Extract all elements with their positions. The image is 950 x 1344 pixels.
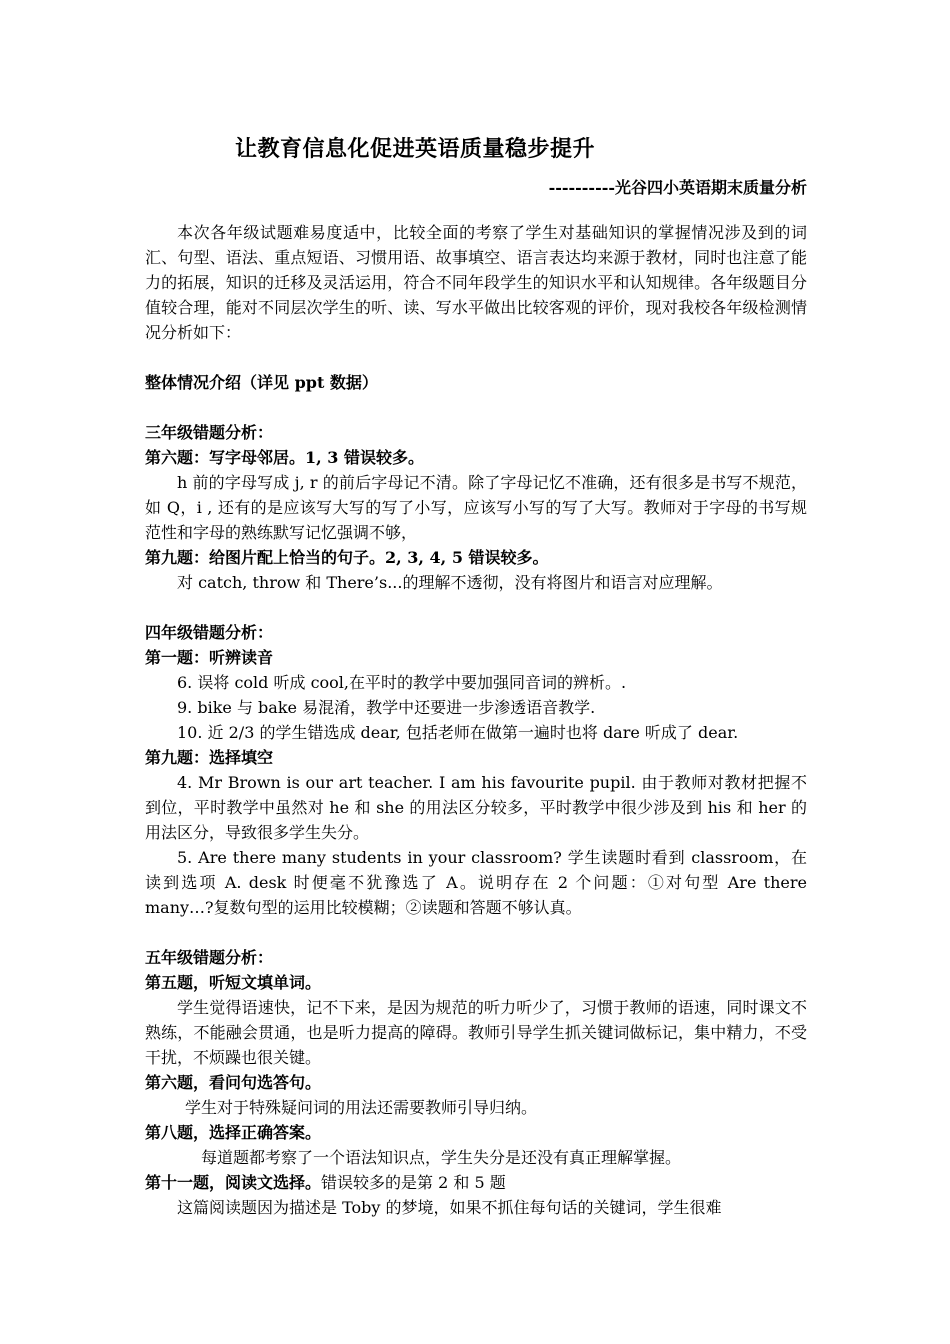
grade5-q5-title: 第五题，听短文填单词。: [145, 973, 322, 992]
grade5-q6-title: 第六题，看问句选答句。: [145, 1073, 322, 1092]
grade5-q11-line: [145, 1170, 807, 1195]
grade3-q6-text: h 前的字母写成 j, r 的前后字母记不清。除了字母记忆不准确，还有很多是书写不规范，如 Q，i , 还有的是应该写大写的写了小写，应该写小写的写了大写。教师对于字母的书写规范性和字母的熟练默写记忆强调不够，: [145, 473, 807, 542]
grade5-q6-text: 学生对于特殊疑问词的用法还需要教师引导归纳。: [185, 1098, 538, 1117]
grade5-q11-text: 这篇阅读题因为描述是 Toby 的梦境，如果不抓住每句话的关键词，学生很难: [177, 1198, 722, 1217]
document-subtitle: ----------光谷四小英语期末质量分析: [548, 178, 807, 197]
grade4-q1-item6: 6. 误将 cold 听成 cool,在平时的教学中要加强同音词的辨析。.: [177, 673, 627, 692]
grade5-q11-note: 错误较多的是第 2 和 5 题: [321, 1173, 506, 1192]
grade5-q11-title: 第十一题，阅读文选择。: [145, 1173, 322, 1192]
grade4-q1-item9: 9. bike 与 bake 易混淆，教学中还要进一步渗透语音教学.: [177, 698, 596, 717]
intro-paragraph: 本次各年级试题难易度适中，比较全面的考察了学生对基础知识的掌握情况涉及到的词汇、句型、语法、重点短语、习惯用语、故事填空、语言表达均来源于教材，同时也注意了能力的拓展，知识的迁移及灵活运用，符合不同年段学生的知识水平和认知规律。各年级题目分值较合理，能对不同层次学生的听、读、写水平做出比较客观的评价，现对我校各年级检测情况分析如下：: [145, 223, 807, 342]
grade4-q9-title: 第九题：选择填空: [145, 748, 274, 767]
document-title: 让教育信息化促进英语质量稳步提升: [235, 137, 596, 162]
grade5-heading: 五年级错题分析：: [145, 948, 274, 967]
grade4-heading: 四年级错题分析：: [145, 623, 274, 642]
grade3-heading: 三年级错题分析：: [145, 423, 274, 442]
grade5-q8-text: 每道题都考察了一个语法知识点，学生失分是还没有真正理解掌握。: [201, 1148, 682, 1167]
overview-heading: 整体情况介绍（详见 ppt 数据）: [145, 373, 378, 392]
grade4-q1-title: 第一题：听辨读音: [145, 648, 274, 667]
document-body: [145, 134, 807, 1220]
grade4-q9-item4: 4. Mr Brown is our art teacher. I am his favourite pupil. 由于教师对教材把握不到位，平时教学中虽然对 he 和 she 的用法区分较多，平时教学中很少涉及到 his 和 her 的用法区分，导致很多学生失分。: [145, 773, 807, 842]
grade4-q9-item5: 5. Are there many students in your classroom? 学生读题时看到 classroom，在读到选项 A. desk 时便毫不犹豫选了 A。说明存在 2 个问题：①对句型 Are there many…?复数句型的运用比较模糊；②读题和答题不够认真。: [145, 848, 807, 917]
grade5-q8-title: 第八题，选择正确答案。: [145, 1123, 322, 1142]
grade3-q9-text: 对 catch, throw 和 There’s...的理解不透彻，没有将图片和语言对应理解。: [177, 573, 723, 592]
grade4-q1-item10: 10. 近 2/3 的学生错选成 dear, 包括老师在做第一遍时也将 dare 听成了 dear.: [177, 723, 739, 742]
grade5-q5-text: 学生觉得语速快，记不下来，是因为规范的听力听少了，习惯于教师的语速，同时课文不熟练，不能融会贯通，也是听力提高的障碍。教师引导学生抓关键词做标记，集中精力，不受干扰，不烦躁也很关键。: [145, 998, 807, 1067]
grade3-q6-title: 第六题：写字母邻居。1, 3 错误较多。: [145, 448, 424, 467]
grade3-q9-title: 第九题：给图片配上恰当的句子。2, 3, 4, 5 错误较多。: [145, 548, 549, 567]
